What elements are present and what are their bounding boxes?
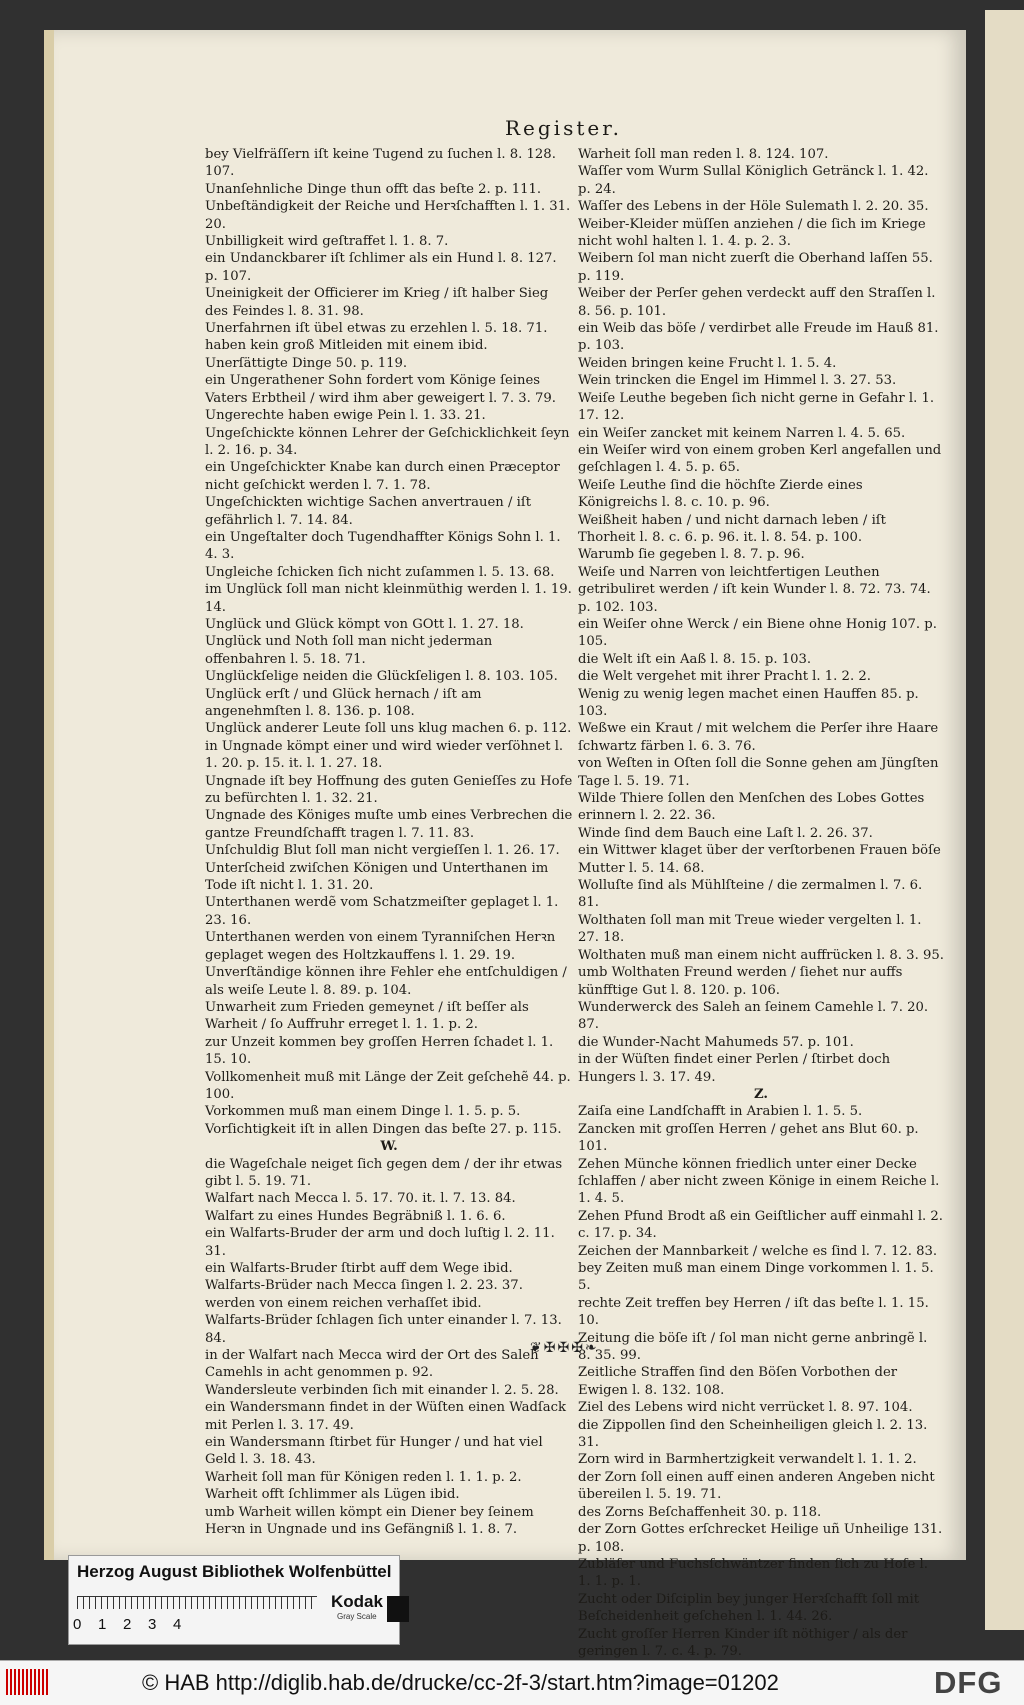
- register-entry: Unverſtändige können ihre Fehler ehe entſchuldigen / als weiſe Leute l. 8. 89. p. 104.: [205, 965, 567, 998]
- kodak-brand: Kodak: [331, 1592, 383, 1611]
- gray-scale-label: Gray Scale: [337, 1612, 377, 1621]
- register-entry: Ungnade iſt bey Hoffnung des guten Genieſſes zu Hofe zu befürchten l. 1. 32. 21.: [205, 773, 573, 807]
- adjacent-page-edge: [985, 10, 1024, 1630]
- register-entry: die Zippollen ſind den Scheinheiligen gleich l. 2. 13. 31.: [578, 1417, 928, 1451]
- gray-swatch: [387, 1596, 409, 1622]
- source-url[interactable]: © HAB http://diglib.hab.de/drucke/cc-2f-3/start.htm?image=01202: [142, 1670, 779, 1695]
- register-entry: Walfart nach Mecca l. 5. 17. 70. it. l. 7. 13. 84.: [205, 1191, 516, 1207]
- register-entry: umb Warheit willen kömpt ein Diener bey ſeinem Herꝛn in Ungnade und ins Gefängniß l. 1. 8. 7.: [205, 1504, 534, 1538]
- register-entry: ein Walfarts-Bruder der arm und doch luſtig l. 2. 11. 31.: [205, 1226, 555, 1259]
- library-name: Herzog August Bibliothek Wolfenbüttel: [77, 1562, 392, 1581]
- register-entry: von Weſten in Oſten ſoll die Sonne gehen am Jüngſten Tage l. 5. 19. 71.: [578, 756, 939, 789]
- register-entry: Warheit offt ſchlimmer als Lügen ibid.: [205, 1487, 460, 1503]
- register-entry: Zaiſa eine Landſchafft in Arabien l. 1. 5. 5.: [578, 1104, 863, 1120]
- register-entry: Walfarts-Brüder ſchlagen ſich unter einander l. 7. 13. 84.: [205, 1313, 562, 1346]
- register-entry: Unglück anderer Leute ſoll uns klug machen 6. p. 112.: [205, 721, 572, 737]
- register-entry: Wolthaten muß man einem nicht auffrücken l. 8. 3. 95.: [578, 947, 944, 963]
- register-entry: ein Wandersmann ſtirbet für Hunger / und hat viel Geld l. 3. 18. 43.: [205, 1435, 543, 1468]
- register-entry: Unbeſtändigkeit der Reiche und Herꝛſchafften l. 1. 31. 20.: [205, 199, 571, 232]
- register-entry: Weiden bringen keine Frucht l. 1. 5. 4.: [578, 355, 837, 371]
- register-entry: W.: [380, 1139, 398, 1155]
- register-entry: Unanſehnliche Dinge thun offt das beſte 2. p. 111.: [205, 181, 542, 197]
- register-entry: Z.: [754, 1086, 768, 1102]
- register-entry: ein Weiſer ohne Werck / ein Biene ohne Honig 107. p. 105.: [578, 616, 937, 650]
- register-entry: zur Unzeit kommen bey groſſen Herren ſchadet l. 1. 15. 10.: [205, 1034, 554, 1068]
- register-entry: ein Weib das böſe / verdirbet alle Freude im Hauß 81. p. 103.: [578, 321, 939, 354]
- register-entry: Weibern ſol man nicht zuerſt die Oberhand laſſen 55. p. 119.: [578, 251, 933, 284]
- register-entry: Weiber der Perſer gehen verdeckt auff den Straſſen l. 8. 56. p. 101.: [578, 286, 936, 319]
- register-entry: Weiſe und Narren von leichtfertigen Leuthen getribuliret werden / iſt kein Wunder l. 8. 72. 73. 74. p. 102. 103.: [578, 564, 931, 615]
- register-entry: in der Walfart nach Mecca wird der Ort des Saleh Camehls in acht genommen p. 92.: [205, 1348, 539, 1381]
- register-entry: die Wageſchale neiget ſich gegen dem / der ihr etwas gibt l. 5. 19. 71.: [205, 1156, 563, 1189]
- register-entry: Wolluſte ſind als Mühlſteine / die zermalmen l. 7. 6. 81.: [578, 878, 923, 911]
- register-entry: werden von einem reichen verhaſſet ibid.: [205, 1295, 482, 1311]
- register-entry: ein Wandersmann findet in der Wüſten einen Wadſack mit Perlen l. 3. 17. 49.: [205, 1400, 567, 1433]
- register-entry: ein Ungeſchickter Knabe kan durch einen Præceptor nicht geſchickt werden l. 7. 1. 78.: [205, 460, 560, 493]
- register-entry: Ungleiche ſchicken ſich nicht zuſammen l. 5. 13. 68.: [205, 564, 555, 580]
- register-entry: Unerfahrnen iſt übel etwas zu erzehlen l. 5. 18. 71.: [205, 321, 548, 337]
- register-entry: die Wunder-Nacht Mahumeds 57. p. 101.: [578, 1034, 854, 1050]
- register-entry: bey Vielfräſſern iſt keine Tugend zu ſuchen l. 8. 128. 107.: [205, 147, 556, 180]
- register-entry: Zeitliche Straffen ſind den Böſen Vorbothen der Ewigen l. 8. 132. 108.: [578, 1365, 898, 1398]
- page-ornament: ❦✠✠✠❧: [530, 1340, 599, 1356]
- register-entry: Unſchuldig Blut ſoll man nicht vergieſſen l. 1. 26. 17.: [205, 843, 560, 859]
- register-entry: ein Weiſer wird von einem groben Kerl angefallen und geſchlagen l. 4. 5. p. 65.: [578, 442, 942, 476]
- register-entry: die Welt iſt ein Aaß l. 8. 15. p. 103.: [578, 651, 812, 667]
- hab-logo-icon: [6, 1669, 48, 1695]
- register-entry: in der Wüſten findet einer Perlen / ſtirbet doch Hungers l. 3. 17. 49.: [578, 1052, 891, 1085]
- register-entry: bey Zeiten muß man einem Dinge vorkommen l. 1. 5. 5.: [578, 1261, 934, 1294]
- register-entry: Unbilligkeit wird geſtraffet l. 1. 8. 7.: [205, 234, 449, 250]
- register-entry: Weßwe ein Kraut / mit welchem die Perſer ihre Haare ſchwartz färben l. 6. 3. 76.: [578, 721, 939, 754]
- viewer-footer: [0, 1660, 1024, 1705]
- register-entry: Wandersleute verbinden ſich mit einander l. 2. 5. 28.: [205, 1382, 559, 1398]
- register-entry: ein Ungeſtalter doch Tugendhaffter Königs Sohn l. 1. 4. 3.: [205, 529, 561, 563]
- register-entry: Weißheit haben / und nicht darnach leben / iſt Thorheit l. 8. c. 6. p. 96. it. l. 8. 54. p. 100.: [578, 512, 886, 545]
- register-entry: Zucht oder Diſciplin bey junger Herꝛſchafft ſoll mit Beſcheidenheit geſchehen l. 1. 44. 26.: [578, 1591, 920, 1625]
- register-entry: der Zorn ſoll einen auff einen anderen Angeben nicht übereilen l. 5. 19. 71.: [578, 1469, 935, 1503]
- register-entry: Ungerechte haben ewige Pein l. 1. 33. 21.: [205, 408, 486, 424]
- register-entry: umb Wolthaten Freund werden / ſiehet nur auffs künfftige Gut l. 8. 120. p. 106.: [578, 965, 903, 998]
- register-entry: Unglück erſt / und Glück hernach / iſt am angenehmſten l. 8. 136. p. 108.: [205, 686, 482, 719]
- library-color-card: [68, 1555, 400, 1645]
- register-entry: Zorn wird in Barmhertzigkeit verwandelt l. 1. 1. 2.: [578, 1452, 917, 1468]
- register-entry: ein Wittwer klaget über der verſtorbenen Frauen böſe Mutter l. 5. 14. 68.: [578, 843, 941, 876]
- register-entry: Wolthaten ſoll man mit Treue wieder vergelten l. 1. 27. 18.: [578, 912, 922, 946]
- register-entry: Zucht groſſer Herren Kinder iſt nöthiger / als der geringen l. 7. c. 4. p. 79.: [578, 1626, 908, 1659]
- register-entry: Wenig zu wenig legen machet einen Hauffen 85. p. 103.: [578, 686, 919, 719]
- register-entry: haben kein groß Mitleiden mit einem ibid.: [205, 338, 488, 354]
- register-entry: in Ungnade kömpt einer und wird wieder verſöhnet l. 1. 20. p. 15. it. l. 1. 27. 18.: [205, 738, 564, 772]
- register-entry: Zancken mit groſſen Herren / gehet ans Blut 60. p. 101.: [578, 1121, 919, 1155]
- page-title: Register.: [505, 116, 622, 140]
- register-entry: Waſſer des Lebens in der Höle Sulemath l. 2. 20. 35.: [578, 199, 929, 215]
- scale-ruler: [77, 1596, 317, 1609]
- register-entry: Unterthanen werdẽ vom Schatzmeiſter geplaget l. 1. 23. 16.: [205, 895, 559, 928]
- register-entry: Vorkommen muß man einem Dinge l. 1. 5. p. 5.: [205, 1104, 521, 1120]
- register-entry: Zehen Münche können friedlich unter einer Decke ſchlaffen / aber nicht zween Könige in einem Reiche l. 1. 4. 5.: [578, 1156, 940, 1207]
- register-entry: Zeitung die böſe iſt / ſol man nicht gerne anbringẽ l. 8. 35. 99.: [578, 1330, 928, 1364]
- register-entry: Wein trincken die Engel im Himmel l. 3. 27. 53.: [578, 373, 897, 389]
- register-entry: Unwarheit zum Frieden gemeynet / iſt beſſer als Warheit / ſo Auffruhr erreget l. 1. 1. p. 2.: [205, 999, 529, 1033]
- register-entry: Warumb ſie gegeben l. 8. 7. p. 96.: [578, 547, 805, 563]
- register-entry: Uneinigkeit der Officierer im Krieg / iſt halber Sieg des Feindes l. 8. 31. 98.: [205, 286, 549, 319]
- register-entry: ein Ungerathener Sohn fordert vom Könige ſeines Vaters Erbtheil / wird ihm aber geweigert l. 7. 3. 79.: [205, 373, 556, 406]
- register-entry: Ziel des Lebens wird nicht verrücket l. 8. 97. 104.: [578, 1400, 913, 1416]
- register-entry: Ungeſchickte können Lehrer der Geſchicklichkeit ſeyn l. 2. 16. p. 34.: [205, 425, 570, 458]
- register-entry: Zeichen der Mannbarkeit / welche es ſind l. 7. 12. 83.: [578, 1243, 938, 1259]
- register-entry: die Welt vergehet mit ihrer Pracht l. 1. 2. 2.: [578, 669, 871, 685]
- register-entry: Walfarts-Brüder nach Mecca ſingen l. 2. 23. 37.: [205, 1278, 523, 1294]
- register-entry: Ungnade des Königes muſte umb eines Verbrechen die gantze Freundſchafft tragen l. 7. 11. 83.: [205, 808, 573, 841]
- register-entry: Zubläſer und Fuchsſchwäntzer finden ſich zu Hoſe l. 1. 1. p. 1.: [578, 1556, 928, 1590]
- dfg-logo: DFG: [934, 1665, 1003, 1700]
- register-entry: rechte Zeit treffen bey Herren / iſt das beſte l. 1. 15. 10.: [578, 1295, 929, 1329]
- register-entry: Unglückſelige neiden die Glückſeligen l. 8. 103. 105.: [205, 669, 558, 685]
- register-entry: Wilde Thiere ſollen den Menſchen des Lobes Gottes erinnern l. 2. 22. 36.: [578, 791, 925, 824]
- register-entry: Weiber-Kleider müſſen anziehen / die ſich im Kriege nicht wohl halten l. 1. 4. p. 2. 3.: [578, 216, 926, 250]
- register-entry: Unterthanen werden von einem Tyranniſchen Herꝛn geplaget wegen des Holtzkauffens l. 1. 29. 19.: [205, 930, 556, 963]
- scale-numbers: 0 1 2 3 4: [73, 1616, 182, 1633]
- register-entry: des Zorns Beſchaffenheit 30. p. 118.: [578, 1504, 822, 1520]
- register-entry: Walfart zu eines Hundes Begräbniß l. 1. 6. 6.: [205, 1208, 506, 1224]
- register-entry: Unglück und Noth ſoll man nicht jederman offenbahren l. 5. 18. 71.: [205, 634, 493, 667]
- register-entry: Weiſe Leuthe ſind die höchſte Zierde eines Königreichs l. 8. c. 10. p. 96.: [578, 477, 863, 511]
- register-entry: Vorſichtigkeit iſt in allen Dingen das beſte 27. p. 115.: [205, 1121, 562, 1137]
- register-entry: ein Weiſer zancket mit keinem Narren l. 4. 5. 65.: [578, 425, 906, 441]
- register-entry: Unterſcheid zwiſchen Königen und Unterthanen im Tode iſt nicht l. 1. 31. 20.: [205, 860, 549, 894]
- register-entry: der Zorn Gottes erſchrecket Heilige uñ Unheilige 131. p. 108.: [578, 1522, 943, 1555]
- register-entry: Waſſer vom Wurm Sullal Königlich Getränck l. 1. 42. p. 24.: [578, 164, 929, 197]
- register-left-column: [205, 146, 573, 1539]
- register-entry: Weiſe Leuthe begeben ſich nicht gerne in Gefahr l. 1. 17. 12.: [578, 390, 935, 424]
- register-right-column: [578, 146, 944, 1660]
- register-entry: Unglück und Glück kömpt von GOtt l. 1. 27. 18.: [205, 616, 524, 632]
- register-entry: ein Walfarts-Bruder ſtirbt auff dem Wege ibid.: [205, 1261, 513, 1276]
- register-entry: im Unglück ſoll man nicht kleinmüthig werden l. 1. 19. 14.: [205, 582, 572, 615]
- register-entry: Warheit ſoll man für Königen reden l. 1. 1. p. 2.: [205, 1469, 522, 1485]
- register-entry: Zehen Pfund Brodt aß ein Geiſtlicher auff einmahl l. 2. c. 17. p. 34.: [578, 1208, 944, 1242]
- register-entry: Warheit ſoll man reden l. 8. 124. 107.: [578, 147, 829, 162]
- register-entry: ein Undanckbarer iſt ſchlimer als ein Hund l. 8. 127. p. 107.: [205, 251, 557, 284]
- register-entry: Vollkomenheit muß mit Länge der Zeit geſchehẽ 44. p. 100.: [205, 1069, 571, 1102]
- register-entry: Unerſättigte Dinge 50. p. 119.: [205, 355, 408, 371]
- register-entry: Winde ſind dem Bauch eine Laſt l. 2. 26. 37.: [578, 825, 873, 841]
- register-entry: Wunderwerck des Saleh an ſeinem Camehle l. 7. 20. 87.: [578, 999, 929, 1033]
- register-entry: Ungeſchickten wichtige Sachen anvertrauen / iſt gefährlich l. 7. 14. 84.: [205, 495, 531, 528]
